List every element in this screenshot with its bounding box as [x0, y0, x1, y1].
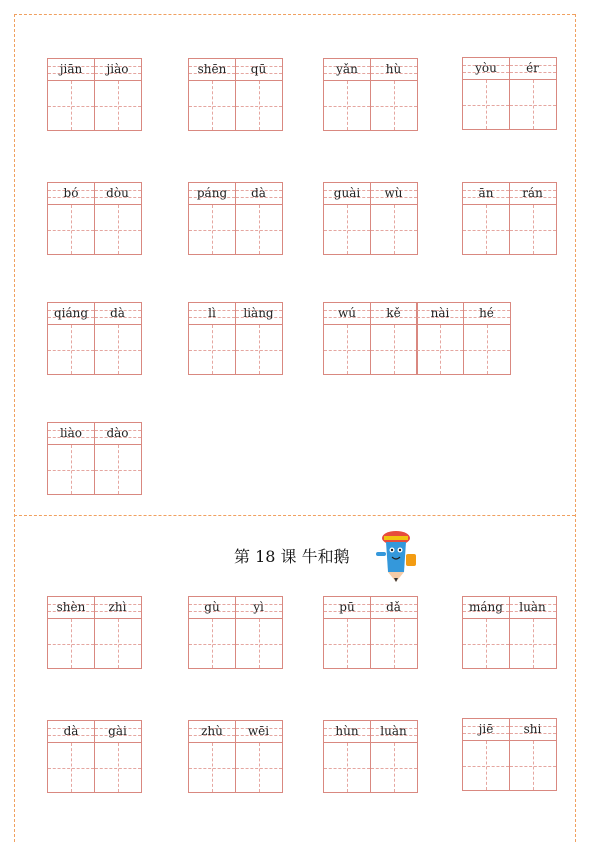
- tian-grid-box[interactable]: [510, 741, 556, 790]
- pinyin-line: [236, 597, 282, 619]
- tian-grid-box[interactable]: [95, 325, 141, 374]
- character-cell[interactable]: [94, 182, 142, 255]
- character-cell[interactable]: [94, 720, 142, 793]
- pinyin-text: qū: [250, 62, 267, 76]
- pinyin-line: [324, 597, 370, 619]
- writing-grid: [188, 720, 281, 793]
- pinyin-line: [48, 423, 94, 445]
- pinyin-line: [189, 721, 235, 743]
- pinyin-text: hé: [479, 306, 494, 320]
- pinyin-text: wēi: [247, 724, 270, 738]
- pinyin-text: gài: [108, 724, 127, 738]
- pinyin-line: [510, 58, 556, 80]
- writing-grid: [462, 718, 555, 791]
- writing-grid: [47, 596, 140, 669]
- tian-grid-box[interactable]: [95, 81, 141, 130]
- tian-grid-box[interactable]: [95, 205, 141, 254]
- tian-grid-box[interactable]: [463, 205, 509, 254]
- pinyin-line: [95, 597, 141, 619]
- writing-grid: [188, 182, 281, 255]
- pinyin-line: [463, 719, 509, 741]
- tian-grid-box[interactable]: [371, 619, 417, 668]
- character-cell[interactable]: [462, 57, 510, 130]
- pinyin-line: [371, 597, 417, 619]
- pinyin-line: [324, 303, 370, 325]
- pinyin-text: páng: [196, 186, 228, 200]
- character-cell[interactable]: [188, 58, 236, 131]
- lesson-title: 第 18 课 牛和鹅: [234, 547, 350, 566]
- character-cell[interactable]: [47, 302, 95, 375]
- tian-grid-box[interactable]: [236, 81, 282, 130]
- page-border-right: [575, 14, 576, 842]
- pinyin-text: ān: [478, 186, 494, 200]
- character-cell[interactable]: [94, 58, 142, 131]
- character-cell[interactable]: [47, 596, 95, 669]
- pinyin-line: [324, 721, 370, 743]
- writing-grid: [323, 302, 509, 375]
- pinyin-text: lì: [208, 306, 216, 320]
- pinyin-text: rán: [522, 186, 543, 200]
- character-cell[interactable]: [323, 720, 371, 793]
- tian-grid-box[interactable]: [371, 205, 417, 254]
- pinyin-line: [464, 303, 510, 325]
- character-cell[interactable]: [509, 57, 557, 130]
- pinyin-text: luàn: [380, 724, 407, 738]
- pinyin-line: [189, 59, 235, 81]
- pinyin-line: [371, 303, 417, 325]
- character-cell[interactable]: [235, 58, 283, 131]
- character-cell[interactable]: [235, 596, 283, 669]
- pinyin-text: bó: [63, 186, 79, 200]
- pinyin-line: [463, 597, 509, 619]
- pinyin-text: yòu: [475, 61, 497, 75]
- character-cell[interactable]: [94, 596, 142, 669]
- pinyin-text: wú: [338, 306, 356, 320]
- character-cell[interactable]: [462, 596, 510, 669]
- tian-grid-box[interactable]: [189, 205, 235, 254]
- pinyin-text: máng: [469, 600, 503, 614]
- writing-grid: [47, 182, 140, 255]
- tian-grid-box[interactable]: [189, 81, 235, 130]
- tian-grid-box[interactable]: [324, 743, 370, 792]
- character-cell[interactable]: [47, 422, 95, 495]
- character-cell[interactable]: [370, 720, 418, 793]
- tian-grid-box[interactable]: [48, 743, 94, 792]
- writing-grid: [323, 58, 416, 131]
- pinyin-line: [236, 303, 282, 325]
- pinyin-text: wù: [384, 186, 403, 200]
- pinyin-line: [95, 59, 141, 81]
- writing-grid: [462, 596, 555, 669]
- pinyin-text: dà: [63, 724, 79, 738]
- pinyin-text: shèn: [56, 600, 86, 614]
- pinyin-line: [510, 183, 556, 205]
- writing-grid: [188, 58, 281, 131]
- tian-grid-box[interactable]: [236, 619, 282, 668]
- pinyin-text: pū: [339, 600, 355, 614]
- character-cell[interactable]: [188, 596, 236, 669]
- tian-grid-box[interactable]: [371, 81, 417, 130]
- tian-grid-box[interactable]: [371, 743, 417, 792]
- pinyin-text: qiáng: [53, 306, 89, 320]
- pinyin-line: [48, 597, 94, 619]
- pinyin-line: [189, 183, 235, 205]
- pinyin-text: dà: [251, 186, 266, 200]
- writing-grid: [47, 58, 140, 131]
- character-cell[interactable]: [188, 182, 236, 255]
- pinyin-text: hùn: [335, 724, 359, 738]
- pinyin-line: [95, 423, 141, 445]
- character-cell[interactable]: [370, 596, 418, 669]
- tian-grid-box[interactable]: [48, 619, 94, 668]
- pinyin-text: hù: [385, 62, 402, 76]
- tian-grid-box[interactable]: [189, 325, 235, 374]
- tian-grid-box[interactable]: [236, 743, 282, 792]
- tian-grid-box[interactable]: [510, 205, 556, 254]
- character-cell[interactable]: [509, 596, 557, 669]
- character-cell[interactable]: [462, 182, 510, 255]
- pinyin-text: liàng: [243, 306, 274, 320]
- pinyin-text: jiào: [106, 62, 129, 76]
- pinyin-text: kě: [386, 306, 401, 320]
- pinyin-text: jiē: [478, 722, 494, 736]
- pinyin-line: [236, 59, 282, 81]
- tian-grid-box[interactable]: [464, 325, 510, 374]
- pinyin-text: gù: [204, 600, 220, 614]
- tian-grid-box[interactable]: [463, 619, 509, 668]
- character-cell[interactable]: [188, 302, 236, 375]
- tian-grid-box[interactable]: [510, 80, 556, 129]
- character-cell[interactable]: [94, 422, 142, 495]
- tian-grid-box[interactable]: [510, 619, 556, 668]
- character-cell[interactable]: [94, 302, 142, 375]
- character-cell[interactable]: [370, 302, 418, 375]
- character-cell[interactable]: [235, 302, 283, 375]
- character-cell[interactable]: [370, 58, 418, 131]
- page-border-top: [14, 14, 575, 15]
- pinyin-text: luàn: [519, 600, 546, 614]
- character-cell[interactable]: [188, 720, 236, 793]
- tian-grid-box[interactable]: [324, 619, 370, 668]
- writing-grid: [47, 302, 140, 375]
- pinyin-line: [48, 59, 94, 81]
- writing-grid: [323, 596, 416, 669]
- character-cell[interactable]: [462, 718, 510, 791]
- pinyin-text: shēn: [197, 62, 227, 76]
- tian-grid-box[interactable]: [417, 325, 463, 374]
- pinyin-line: [48, 303, 94, 325]
- pinyin-text: dà: [110, 306, 125, 320]
- pinyin-line: [371, 183, 417, 205]
- writing-grid: [323, 720, 416, 793]
- tian-grid-box[interactable]: [48, 325, 94, 374]
- tian-grid-box[interactable]: [371, 325, 417, 374]
- tian-grid-box[interactable]: [324, 325, 370, 374]
- pinyin-text: dǎ: [386, 600, 401, 614]
- pinyin-text: yì: [253, 600, 264, 614]
- character-cell[interactable]: [235, 182, 283, 255]
- pinyin-line: [324, 59, 370, 81]
- character-cell[interactable]: [323, 58, 371, 131]
- pinyin-line: [510, 719, 556, 741]
- tian-grid-box[interactable]: [95, 743, 141, 792]
- tian-grid-box[interactable]: [95, 445, 141, 494]
- pinyin-text: dào: [106, 426, 129, 440]
- pinyin-text: liào: [59, 426, 83, 440]
- character-cell[interactable]: [509, 182, 557, 255]
- pinyin-line: [236, 183, 282, 205]
- pinyin-line: [189, 303, 235, 325]
- writing-grid: [188, 596, 281, 669]
- character-cell[interactable]: [323, 302, 371, 375]
- character-cell[interactable]: [47, 58, 95, 131]
- writing-grid: [47, 720, 140, 793]
- tian-grid-box[interactable]: [236, 325, 282, 374]
- pinyin-line: [95, 303, 141, 325]
- tian-grid-box[interactable]: [324, 81, 370, 130]
- writing-grid: [462, 182, 555, 255]
- page-border-left: [14, 14, 15, 842]
- tian-grid-box[interactable]: [189, 619, 235, 668]
- pinyin-text: jiān: [59, 62, 83, 76]
- tian-grid-box[interactable]: [324, 205, 370, 254]
- character-cell[interactable]: [370, 182, 418, 255]
- pinyin-line: [48, 721, 94, 743]
- character-cell[interactable]: [416, 302, 464, 375]
- tian-grid-box[interactable]: [48, 205, 94, 254]
- writing-grid: [462, 57, 555, 130]
- pinyin-line: [324, 183, 370, 205]
- character-cell[interactable]: [47, 182, 95, 255]
- character-cell[interactable]: [47, 720, 95, 793]
- pinyin-text: zhù: [201, 724, 223, 738]
- pinyin-line: [95, 721, 141, 743]
- pinyin-line: [510, 597, 556, 619]
- character-cell[interactable]: [463, 302, 511, 375]
- pinyin-line: [371, 59, 417, 81]
- pinyin-line: [48, 183, 94, 205]
- pinyin-line: [463, 58, 509, 80]
- character-cell[interactable]: [235, 720, 283, 793]
- pinyin-line: [236, 721, 282, 743]
- tian-grid-box[interactable]: [189, 743, 235, 792]
- pinyin-text: nài: [430, 306, 450, 320]
- tian-grid-box[interactable]: [48, 81, 94, 130]
- pinyin-line: [417, 303, 463, 325]
- writing-grid: [323, 182, 416, 255]
- pinyin-text: guài: [333, 186, 361, 200]
- pinyin-line: [189, 597, 235, 619]
- pinyin-text: yǎn: [336, 62, 358, 76]
- character-cell[interactable]: [323, 182, 371, 255]
- tian-grid-box[interactable]: [463, 741, 509, 790]
- tian-grid-box[interactable]: [463, 80, 509, 129]
- character-cell[interactable]: [323, 596, 371, 669]
- section-divider: [14, 515, 575, 516]
- tian-grid-box[interactable]: [95, 619, 141, 668]
- tian-grid-box[interactable]: [236, 205, 282, 254]
- tian-grid-box[interactable]: [48, 445, 94, 494]
- pinyin-line: [95, 183, 141, 205]
- writing-grid: [188, 302, 281, 375]
- character-cell[interactable]: [509, 718, 557, 791]
- pencil-mascot-icon: [372, 528, 420, 582]
- pinyin-line: [463, 183, 509, 205]
- pinyin-line: [371, 721, 417, 743]
- writing-grid: [47, 422, 140, 495]
- pinyin-text: shi: [523, 722, 542, 736]
- pinyin-text: zhì: [108, 600, 127, 614]
- pinyin-text: dòu: [106, 186, 129, 200]
- pinyin-text: ér: [526, 61, 539, 75]
